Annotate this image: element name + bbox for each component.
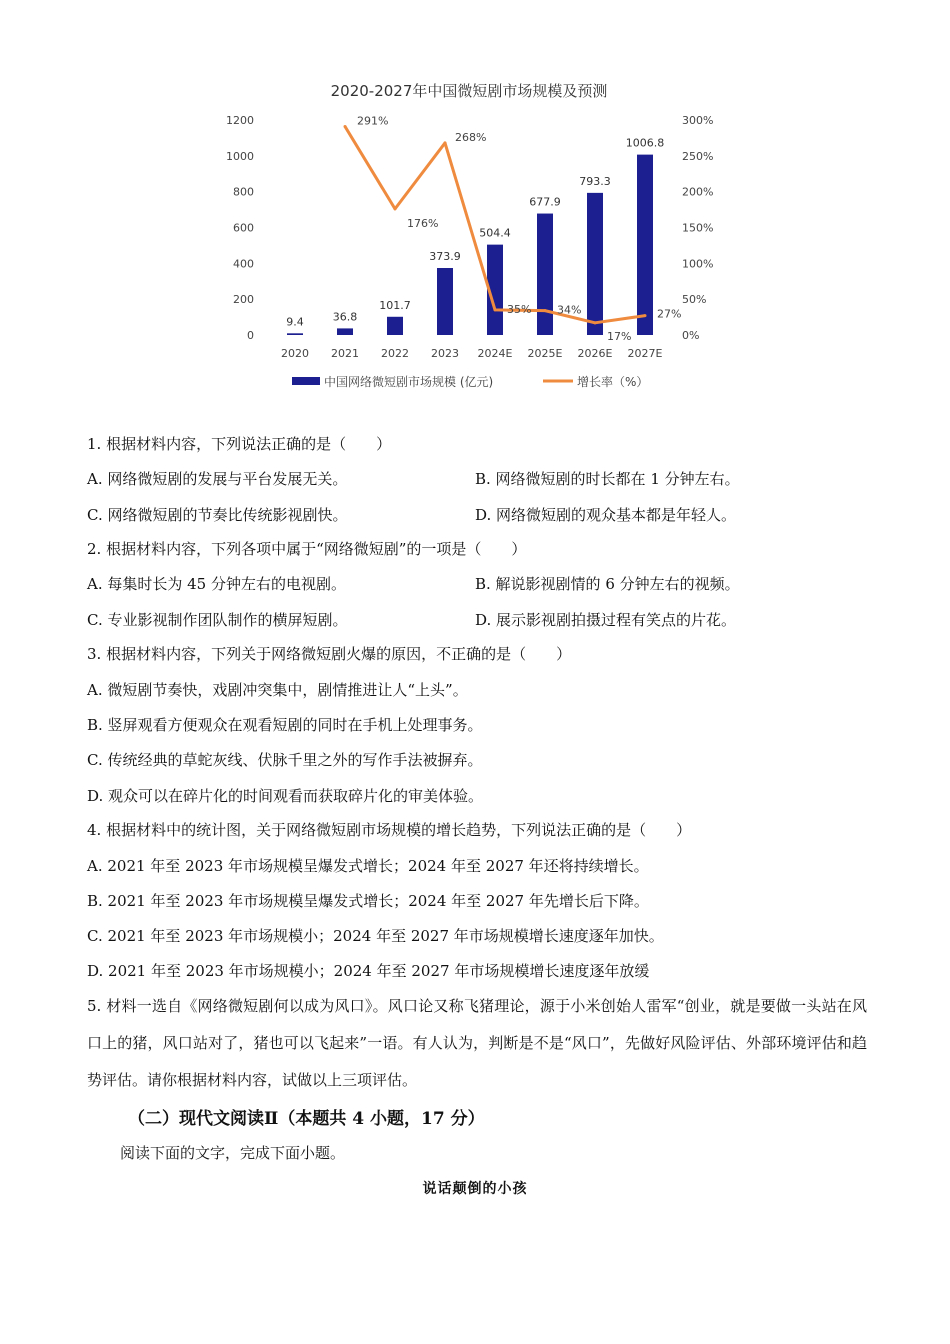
left-axis-tick: 800 xyxy=(233,185,254,199)
growth-rate-label: 176% xyxy=(407,216,439,230)
x-axis-category: 2027E xyxy=(627,347,663,360)
q3-stem: 3. 根据材料内容，下列关于网络微短剧火爆的原因，不正确的是（ ） xyxy=(87,645,572,663)
growth-rate-point xyxy=(644,314,647,317)
growth-rate-label: 17% xyxy=(607,329,632,343)
market-size-chart xyxy=(210,70,740,405)
bar-value-label: 1006.8 xyxy=(625,136,665,150)
q3-option-a: A. 微短剧节奏快，戏剧冲突集中，剧情推进让人“上头”。 xyxy=(87,681,468,699)
q3-option-d: D. 观众可以在碎片化的时间观看而获取碎片化的审美体验。 xyxy=(87,787,484,805)
q1-stem: 1. 根据材料内容，下列说法正确的是（ ） xyxy=(87,435,392,453)
q1-option-d: D. 网络微短剧的观众基本都是年轻人。 xyxy=(475,506,737,524)
q4-option-b: B. 2021 年至 2023 年市场规模呈爆发式增长；2024 年至 2027 年先增长后下降。 xyxy=(87,892,649,910)
q2-option-a: A. 每集时长为 45 分钟左右的电视剧。 xyxy=(87,575,346,593)
left-axis-tick: 1200 xyxy=(226,114,254,127)
bar-2022 xyxy=(387,317,403,335)
x-axis-category: 2024E xyxy=(477,347,513,360)
bar-2025E xyxy=(537,214,553,335)
right-axis-tick: 50% xyxy=(682,293,707,307)
growth-rate-point xyxy=(444,141,447,144)
bar-value-label: 504.4 xyxy=(479,226,511,240)
q2-option-d: D. 展示影视剧拍摄过程有笑点的片花。 xyxy=(475,611,737,629)
bar-value-label: 793.3 xyxy=(579,174,611,188)
q4-option-a: A. 2021 年至 2023 年市场规模呈爆发式增长；2024 年至 2027 年还将持续增长。 xyxy=(87,857,649,875)
bar-2027E xyxy=(637,155,653,335)
q2-stem: 2. 根据材料内容，下列各项中属于“网络微短剧”的一项是（ ） xyxy=(87,540,527,558)
growth-rate-label: 35% xyxy=(507,302,532,316)
bar-2021 xyxy=(337,328,353,335)
legend-line-label: 增长率（%） xyxy=(577,375,649,389)
chart-title: 2020-2027年中国微短剧市场规模及预测 xyxy=(330,82,608,100)
right-axis-tick: 100% xyxy=(682,257,714,271)
bar-2020 xyxy=(287,333,303,335)
q5-text: 5. 材料一选自《网络微短剧何以成为风口》。风口论又称飞猪理论，源于小米创始人雷军“创业，就是要做一头站在风口上的猪，风口站对了，猪也可以飞起来”一语。有人认为，判断是不是“风口”，先做好风险评估、外部环境评估和趋势评估。请你根据材料内容，试做以上三项评估。 xyxy=(87,997,867,1089)
bar-value-label: 373.9 xyxy=(429,250,461,264)
right-axis-tick: 250% xyxy=(682,149,714,163)
right-axis-tick: 150% xyxy=(682,221,714,235)
x-axis-category: 2021 xyxy=(331,347,359,360)
bar-2026E xyxy=(587,193,603,335)
bar-2023 xyxy=(437,268,453,335)
q4-stem: 4. 根据材料中的统计图，关于网络微短剧市场规模的增长趋势，下列说法正确的是（ ） xyxy=(87,821,692,839)
growth-rate-label: 291% xyxy=(357,114,389,128)
legend-bar-label: 中国网络微短剧市场规模 (亿元) xyxy=(324,375,494,389)
left-axis-tick: 600 xyxy=(233,221,254,235)
growth-rate-label: 27% xyxy=(657,307,682,321)
q2-option-c: C. 专业影视制作团队制作的横屏短剧。 xyxy=(87,611,348,629)
chart-svg xyxy=(210,70,740,405)
x-axis-category: 2022 xyxy=(381,347,409,360)
legend-bar-swatch xyxy=(292,377,320,385)
right-axis-tick: 200% xyxy=(682,185,714,199)
growth-rate-point xyxy=(594,321,597,324)
q3-option-b: B. 竖屏观看方便观众在观看短剧的同时在手机上处理事务。 xyxy=(87,716,483,734)
q2-option-b: B. 解说影视剧情的 6 分钟左右的视频。 xyxy=(475,575,740,593)
growth-rate-point xyxy=(394,207,397,210)
right-axis-tick: 300% xyxy=(682,114,714,127)
right-axis-tick: 0% xyxy=(682,329,700,342)
left-axis-tick: 0 xyxy=(247,329,254,342)
story-title: 说话颠倒的小孩 xyxy=(422,1181,528,1197)
growth-rate-point xyxy=(544,309,547,312)
bar-value-label: 677.9 xyxy=(529,195,561,209)
section-intro: 阅读下面的文字，完成下面小题。 xyxy=(120,1144,346,1162)
left-axis-tick: 200 xyxy=(233,293,254,307)
left-axis-tick: 1000 xyxy=(226,149,254,163)
q1-option-b: B. 网络微短剧的时长都在 1 分钟左右。 xyxy=(475,470,740,488)
q1-option-c: C. 网络微短剧的节奏比传统影视剧快。 xyxy=(87,506,348,524)
growth-rate-point xyxy=(494,308,497,311)
bar-value-label: 101.7 xyxy=(379,298,411,312)
x-axis-category: 2020 xyxy=(281,347,309,360)
x-axis-category: 2023 xyxy=(431,347,459,360)
bar-value-label: 36.8 xyxy=(332,310,358,324)
x-axis-category: 2025E xyxy=(527,347,563,360)
growth-rate-label: 34% xyxy=(557,303,582,317)
q3-option-c: C. 传统经典的草蛇灰线、伏脉千里之外的写作手法被摒弃。 xyxy=(87,751,483,769)
growth-rate-label: 268% xyxy=(455,130,487,144)
growth-rate-point xyxy=(344,125,347,128)
left-axis-tick: 400 xyxy=(233,257,254,271)
bar-value-label: 9.4 xyxy=(286,315,304,329)
q1-option-a: A. 网络微短剧的发展与平台发展无关。 xyxy=(87,470,348,488)
q4-option-d: D. 2021 年至 2023 年市场规模小；2024 年至 2027 年市场规模增长速度逐年放缓 xyxy=(87,962,650,980)
section-heading: （二）现代文阅读Ⅱ（本题共 4 小题，17 分） xyxy=(128,1109,485,1129)
q4-option-c: C. 2021 年至 2023 年市场规模小；2024 年至 2027 年市场规模增长速度逐年加快。 xyxy=(87,927,664,945)
x-axis-category: 2026E xyxy=(577,347,613,360)
